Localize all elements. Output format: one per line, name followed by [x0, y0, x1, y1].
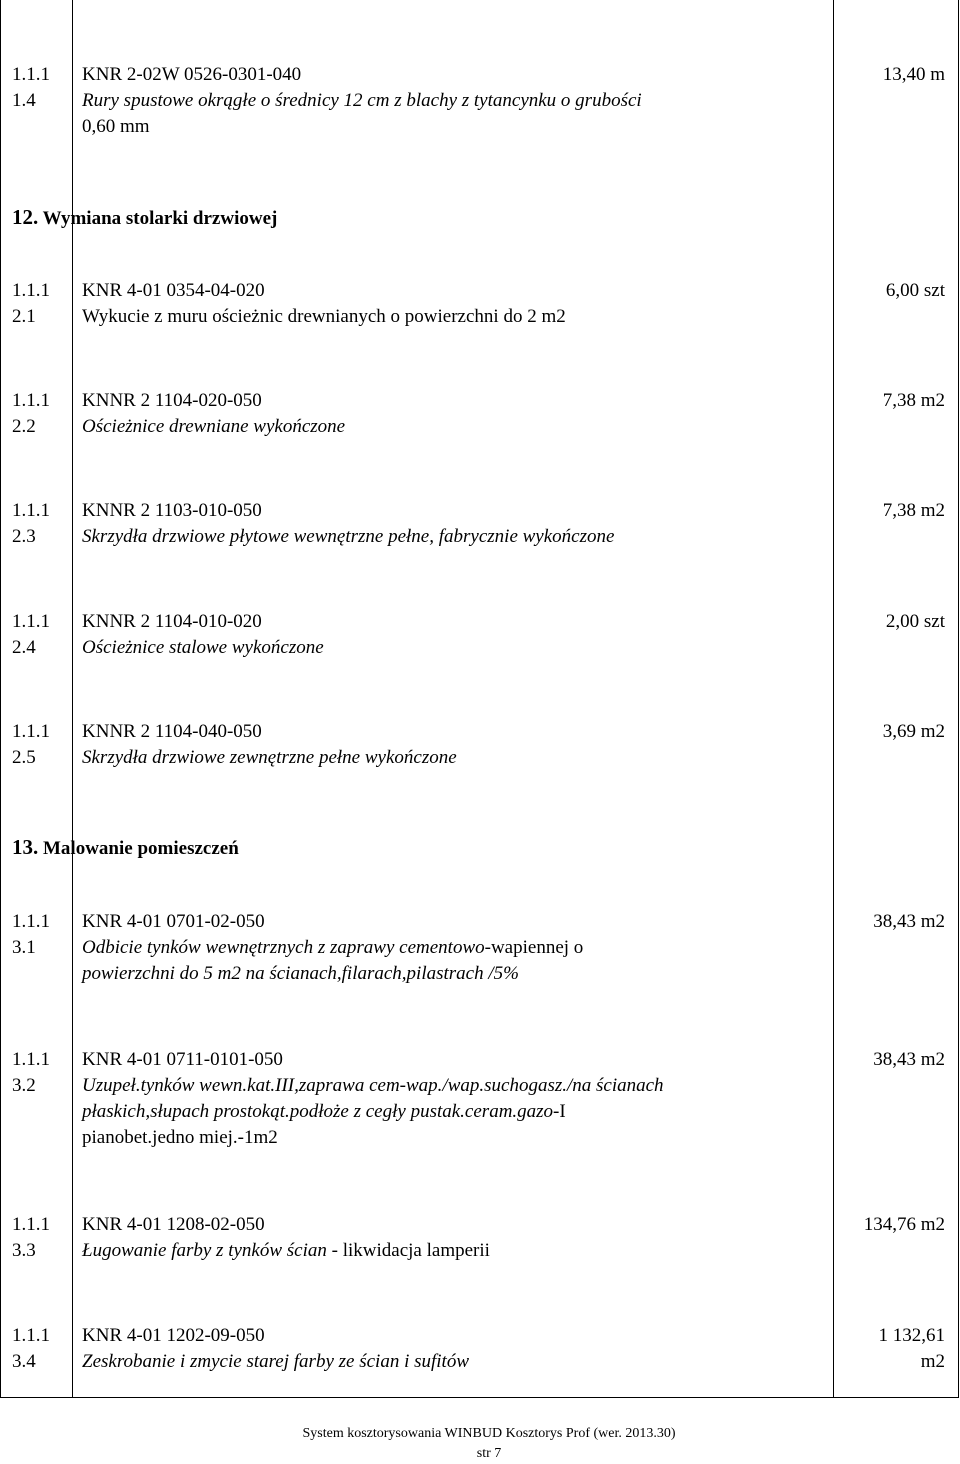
- item-description: [82, 719, 822, 771]
- item-quantity: 134,76 m2: [863, 1214, 945, 1235]
- item-name-continued: pianobet.jedno miej.-1m2: [82, 1127, 278, 1148]
- item-number: 1.1.1 3.2: [12, 1049, 50, 1096]
- item-quantity: 7,38 m2: [882, 500, 945, 521]
- item-name: Odbicie tynków wewnętrznych z zaprawy cementowo-wapiennej o: [82, 937, 584, 958]
- item-name: Uzupeł.tynków wewn.kat.III,zaprawa cem-wap./wap.suchogasz./na ścianach: [82, 1075, 664, 1096]
- item-number: 1.1.1 2.4: [12, 611, 50, 658]
- section-number: 12.: [12, 205, 39, 229]
- item-description: [82, 609, 822, 661]
- item-name: Ługowanie farby z tynków ścian - likwidacja lamperii: [82, 1240, 490, 1261]
- table-border-right: [958, 0, 959, 1398]
- item-code: KNR 4-01 1208-02-050: [82, 1214, 265, 1235]
- item-name: Zeskrobanie i zmycie starej farby ze ścian i sufitów: [82, 1351, 469, 1372]
- item-number: 1.1.1 3.1: [12, 911, 50, 958]
- item-quantity: 13,40 m: [882, 64, 945, 85]
- item-description: [82, 62, 822, 140]
- item-code: KNR 2-02W 0526-0301-040: [82, 64, 302, 85]
- item-name: Skrzydła drzwiowe płytowe wewnętrzne pełne, fabrycznie wykończone: [82, 526, 615, 547]
- item-code: KNR 4-01 1202-09-050: [82, 1325, 265, 1346]
- item-description: [82, 388, 822, 440]
- item-number: 1.1.1 3.4: [12, 1325, 50, 1372]
- item-quantity: 7,38 m2: [882, 390, 945, 411]
- footer-system-text: System kosztorysowania WINBUD Kosztorys Prof (wer. 2013.30): [302, 1426, 676, 1441]
- section-heading: [12, 204, 277, 232]
- item-name: Ościeżnice stalowe wykończone: [82, 637, 324, 658]
- item-code: KNR 4-01 0354-04-020: [82, 280, 265, 301]
- item-description: [82, 909, 822, 987]
- item-name-continued: powierzchni do 5 m2 na ścianach,filarach,pilastrach /5%: [82, 963, 519, 984]
- item-quantity: 38,43 m2: [873, 1049, 945, 1070]
- item-code: KNNR 2 1104-010-020: [82, 611, 262, 632]
- item-number: 1.1.1 2.5: [12, 721, 50, 768]
- item-name: Rury spustowe okrągłe o średnicy 12 cm z blachy z tytancynku o grubości: [82, 90, 642, 111]
- item-quantity: 6,00 szt: [885, 280, 945, 301]
- item-description: [82, 1323, 822, 1375]
- item-quantity: 2,00 szt: [885, 611, 945, 632]
- section-heading: [12, 834, 239, 862]
- item-number: 1.1.1 3.3: [12, 1214, 50, 1261]
- section-title: Wymiana stolarki drzwiowej: [42, 208, 278, 229]
- item-description: [82, 1212, 822, 1264]
- item-quantity: 3,69 m2: [882, 721, 945, 742]
- item-description: [82, 278, 822, 330]
- item-name: Wykucie z muru ościeżnic drewnianych o powierzchni do 2 m2: [82, 306, 566, 327]
- item-number: 1.1.1 2.3: [12, 500, 50, 547]
- item-code: KNR 4-01 0701-02-050: [82, 911, 265, 932]
- table-border-left: [0, 0, 1, 1398]
- item-code: KNNR 2 1104-040-050: [82, 721, 262, 742]
- item-name: Skrzydła drzwiowe zewnętrzne pełne wykończone: [82, 747, 457, 768]
- item-number: 1.1.1 2.2: [12, 390, 50, 437]
- item-name-continued: 0,60 mm: [82, 116, 150, 137]
- item-description: [82, 498, 822, 550]
- item-name-continued: płaskich,słupach prostokąt.podłoże z cegły pustak.ceram.gazo-I: [82, 1101, 566, 1122]
- item-code: KNNR 2 1104-020-050: [82, 390, 262, 411]
- table-column-divider: [833, 0, 834, 1398]
- section-number: 13.: [12, 835, 39, 859]
- table-border-bottom: [0, 1397, 959, 1398]
- page-footer: [0, 1424, 960, 1464]
- item-quantity: 1 132,61 m2: [878, 1325, 945, 1372]
- item-number: 1.1.1 1.4: [12, 64, 50, 111]
- item-code: KNR 4-01 0711-0101-050: [82, 1049, 283, 1070]
- item-code: KNNR 2 1103-010-050: [82, 500, 262, 521]
- section-title: Malowanie pomieszczeń: [43, 838, 239, 859]
- page-number: str 7: [476, 1446, 502, 1461]
- item-quantity: 38,43 m2: [873, 911, 945, 932]
- item-description: [82, 1047, 822, 1151]
- item-number: 1.1.1 2.1: [12, 280, 50, 327]
- item-name: Ościeżnice drewniane wykończone: [82, 416, 346, 437]
